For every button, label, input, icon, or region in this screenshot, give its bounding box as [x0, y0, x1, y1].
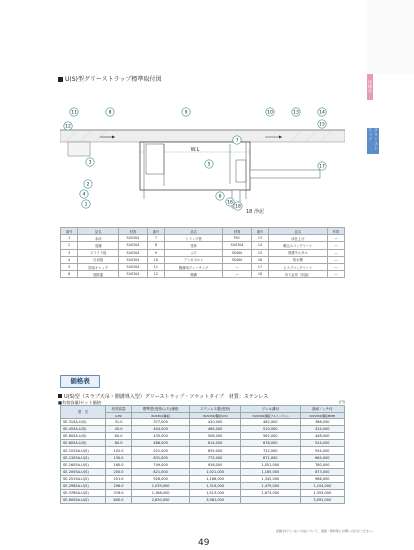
callout-marker: [82, 200, 90, 208]
price-value-cell: 554,000: [300, 447, 344, 454]
price-value-cell: 420,000: [190, 419, 241, 426]
parts-cell: 2: [61, 242, 78, 249]
callout-label: 18: [235, 204, 241, 210]
callout-label: 1: [84, 202, 88, 208]
header-group-1: 標準型(受枠/ふた)価格: [131, 406, 189, 413]
parts-cell: 側溝: [164, 271, 222, 278]
parts-header-cell: 品名: [78, 228, 119, 235]
callout-marker: [234, 202, 242, 210]
basket: [146, 144, 164, 174]
parts-cell: 防臭キャップ: [78, 263, 119, 270]
callout-label: 3: [88, 160, 92, 166]
parts-cell: 掃除蓋: [78, 271, 119, 278]
price-value-cell: 486,000: [131, 440, 189, 447]
price-value-cell: 510,000: [240, 426, 300, 433]
parts-cell: 12: [147, 271, 164, 278]
parts-table: [60, 227, 345, 278]
outlet-pipe: [250, 170, 320, 178]
price-value-cell: 464,000: [190, 426, 241, 433]
callout-label: 7: [235, 138, 239, 144]
parts-row: [61, 263, 345, 270]
floor-slab: [60, 130, 345, 142]
header-group-4: 高耐ノッチ付: [300, 406, 344, 413]
parts-cell: ふた: [164, 249, 222, 256]
price-model-cell: SE-455A-U(S): [61, 426, 106, 433]
price-value-cell: 873,000: [300, 468, 344, 475]
parts-cell: 18: [251, 271, 268, 278]
callout-marker: [182, 108, 190, 116]
installation-diagram: [60, 104, 345, 222]
parts-cell: —: [327, 271, 344, 278]
callout-marker: [216, 192, 224, 200]
callout-label: 4: [82, 192, 86, 198]
price-model-cell: SE-1025A-U(S): [61, 447, 106, 454]
price-capacity-cell: 600.0: [106, 497, 132, 504]
parts-cell: アンカボルト: [164, 256, 222, 263]
price-unit-note: (円): [339, 400, 346, 404]
parts-header-cell: 品名: [164, 228, 222, 235]
parts-header-cell: 材質: [223, 228, 252, 235]
section-heading-text: U(S)型グリーストラップ標準取付図: [65, 76, 162, 83]
price-model-cell: SE-1605A-U(S): [61, 461, 106, 468]
parts-cell: 3: [61, 249, 78, 256]
side-index-tabs: [367, 74, 414, 533]
parts-cell: 6: [61, 271, 78, 278]
price-model-cell: SE-3765A-U(S): [61, 490, 106, 497]
price-value-cell: 404,000: [131, 426, 189, 433]
price-capacity-cell: 296.0: [106, 482, 132, 489]
trap-pipe: [236, 160, 246, 182]
parts-cell: 11: [147, 263, 164, 270]
water-level-label: W.L: [190, 147, 200, 153]
parts-cell: —: [327, 249, 344, 256]
parts-cell: 7: [147, 235, 164, 242]
product-line: [58, 393, 268, 400]
parts-cell: 受枠: [164, 242, 222, 249]
price-value-cell: 1,353,000: [300, 490, 344, 497]
parts-cell: 仕切板: [78, 256, 119, 263]
page-number: 49: [198, 538, 210, 548]
header-model: 型 式: [61, 406, 106, 419]
parts-cell: PVC: [223, 235, 252, 242]
drain-label: 18 浄泥: [246, 209, 264, 215]
price-value-cell: 722,000: [240, 447, 300, 454]
parts-cell: —: [327, 235, 344, 242]
price-value-cell: 1,104,000: [300, 482, 344, 489]
parts-cell: 15: [251, 249, 268, 256]
parts-cell: —: [327, 256, 344, 263]
callout-marker: [70, 108, 78, 116]
parts-cell: 敷込みコンクリート: [269, 242, 328, 249]
price-capacity-cell: 160.0: [106, 461, 132, 468]
price-value-cell: 631,000: [131, 454, 189, 461]
callout-label: 8: [108, 110, 112, 116]
price-value-cell: 1,342,000: [240, 475, 300, 482]
price-row: [61, 468, 345, 475]
callout-label: 10: [267, 110, 273, 116]
callout-label: 14: [319, 110, 325, 116]
price-value-cell: 1,673,000: [240, 490, 300, 497]
price-model-cell: SE-315A-U(S): [61, 419, 106, 426]
price-value-cell: 749,000: [131, 461, 189, 468]
parts-cell: 床仕上げ: [269, 235, 328, 242]
price-value-cell: 614,000: [190, 440, 241, 447]
price-value-cell: 780,000: [300, 461, 344, 468]
price-row: [61, 433, 345, 440]
callout-label: 16: [227, 200, 233, 206]
price-value-cell: 435,000: [131, 433, 189, 440]
parts-cell: 13: [251, 235, 268, 242]
price-capacity-cell: 130.0: [106, 454, 132, 461]
price-value-cell: 414,000: [300, 426, 344, 433]
parts-cell: 吊り金具（別途）: [269, 271, 328, 278]
price-value-cell: 562,000: [240, 433, 300, 440]
price-value-cell: 1,165,000: [240, 468, 300, 475]
price-value-cell: 482,000: [240, 419, 300, 426]
price-row: [61, 454, 345, 461]
price-value-cell: 388,000: [300, 419, 344, 426]
price-value-cell: 986,000: [300, 475, 344, 482]
parts-cell: SS400: [223, 249, 252, 256]
price-value-cell: 821,000: [131, 468, 189, 475]
parts-row: [61, 256, 345, 263]
header-sub-2: (SUS304/鋼板SUS): [190, 413, 241, 419]
parts-cell: SUS304: [119, 242, 148, 249]
price-row: [61, 447, 345, 454]
price-value-cell: 635,000: [190, 447, 241, 454]
side-gutter: [68, 142, 90, 156]
price-row: [61, 419, 345, 426]
parts-cell: 本体: [78, 235, 119, 242]
parts-cell: 4: [61, 256, 78, 263]
parts-cell: SUS304: [119, 263, 148, 270]
parts-cell: —: [327, 242, 344, 249]
price-capacity-cell: 200.0: [106, 468, 132, 475]
callout-marker: [84, 180, 92, 188]
price-value-cell: 1,051,000: [240, 461, 300, 468]
parts-header-cell: 番号: [61, 228, 78, 235]
price-value-cell: 1,479,000: [240, 482, 300, 489]
price-table: [60, 405, 345, 504]
price-value-cell: 1,319,000: [190, 482, 241, 489]
parts-cell: 9: [147, 249, 164, 256]
parts-row: [61, 242, 345, 249]
price-section-title: 価格表: [60, 375, 100, 388]
top-side-stripe: [367, 0, 414, 74]
parts-cell: 1: [61, 235, 78, 242]
header-sub-1: (SUS304/鋼板): [131, 413, 189, 419]
parts-cell: 14: [251, 242, 268, 249]
price-row: [61, 497, 345, 504]
price-capacity-cell: 45.0: [106, 426, 132, 433]
parts-cell: 16: [251, 256, 268, 263]
price-row: [61, 482, 345, 489]
parts-row: [61, 249, 345, 256]
price-model-cell: SE-6005A-U(S): [61, 497, 106, 504]
parts-header-cell: 品名: [269, 228, 328, 235]
price-value-cell: 1,021,000: [190, 468, 241, 475]
parts-cell: SUS304: [119, 235, 148, 242]
price-model-cell: SE-605A-U(S): [61, 433, 106, 440]
price-model-cell: SE-2515A-U(S): [61, 475, 106, 482]
parts-cell: SUS304: [119, 249, 148, 256]
side-tab[interactable]: グリーストラップ: [367, 128, 379, 154]
parts-header-cell: 番号: [251, 228, 268, 235]
price-value-cell: 506,000: [190, 433, 241, 440]
price-model-cell: SE-805A-U(S): [61, 440, 106, 447]
price-value-cell: 377,000: [131, 419, 189, 426]
parts-cell: —: [327, 263, 344, 270]
parts-cell: —: [223, 271, 252, 278]
price-model-cell: SE-2965A-U(S): [61, 482, 106, 489]
price-capacity-cell: 376.0: [106, 490, 132, 497]
callout-label: 5: [207, 162, 211, 168]
callout-label: 11: [71, 110, 77, 116]
callout-marker: [266, 108, 274, 116]
price-value-cell: 871,000: [240, 454, 300, 461]
price-value-cell: 1,166,000: [190, 475, 241, 482]
callout-label: 6: [218, 194, 222, 200]
parts-cell: SUS304: [119, 271, 148, 278]
header-sub-3: (SUS304/鋼板アルミニウム): [240, 413, 300, 419]
parts-cell: 10: [147, 256, 164, 263]
callout-marker: [205, 160, 213, 168]
price-value-cell: 2,830,000: [131, 497, 189, 504]
parts-cell: —: [223, 263, 252, 270]
parts-cell: 5: [61, 263, 78, 270]
price-value-cell: 448,000: [300, 433, 344, 440]
header-group-3: グレル溝付: [240, 406, 300, 413]
parts-cell: 側溝用グレーチング: [164, 263, 222, 270]
callout-marker: [64, 122, 72, 130]
price-value-cell: 678,000: [240, 440, 300, 447]
callout-label: 17: [319, 164, 325, 170]
price-row: [61, 461, 345, 468]
callout-label: 2: [86, 182, 90, 188]
price-row: [61, 426, 345, 433]
product-line-text: U(S)型（スラブ天吊・側溝導入型）グリーストラップ・ソケットタイプ 材質：ステンレス: [64, 394, 269, 400]
parts-row: [61, 235, 345, 242]
price-capacity-cell: 251.0: [106, 475, 132, 482]
parts-header-cell: 材質: [119, 228, 148, 235]
price-value-cell: 524,000: [300, 440, 344, 447]
parts-cell: 8: [147, 242, 164, 249]
parts-cell: 受籠: [78, 242, 119, 249]
price-capacity-cell: 102.0: [106, 447, 132, 454]
callout-label: 15: [319, 122, 325, 128]
price-model-cell: SE-1305A-U(S): [61, 454, 106, 461]
parts-cell: SS400: [223, 256, 252, 263]
header-capacity: 有効容量: [106, 406, 132, 413]
price-row: [61, 440, 345, 447]
callout-label: 12: [65, 124, 71, 130]
price-value-cell: 772,000: [190, 454, 241, 461]
parts-cell: 保護モルタル: [269, 249, 328, 256]
parts-table-header: [61, 228, 345, 235]
parts-cell: 防水層: [269, 256, 328, 263]
parts-cell: トラップ管: [164, 235, 222, 242]
price-value-cell: 1,039,000: [131, 482, 189, 489]
footnote: 記載されていない寸法について、図面・資料等にお問い合わせください。: [276, 529, 375, 533]
price-model-cell: SE-2005A-U(S): [61, 468, 106, 475]
parts-cell: SUS304: [223, 242, 252, 249]
parts-cell: スライド板: [78, 249, 119, 256]
price-value-cell: 521,000: [131, 447, 189, 454]
price-capacity-cell: 31.0: [106, 419, 132, 426]
price-row: [61, 475, 345, 482]
parts-cell: 17: [251, 263, 268, 270]
price-value-cell: 3,091,000: [300, 497, 344, 504]
callout-label: 13: [293, 110, 299, 116]
price-value-cell: 664,000: [300, 454, 344, 461]
header-sub-4: (SUS304/鋼板MMP): [300, 413, 344, 419]
callout-label: 9: [184, 110, 188, 116]
price-value-cell: 926,000: [131, 475, 189, 482]
price-value-cell: 3,581,000: [190, 497, 241, 504]
price-value-cell: 1,513,000: [190, 490, 241, 497]
price-capacity-cell: 80.0: [106, 440, 132, 447]
callout-marker: [292, 108, 300, 116]
callout-marker: [86, 158, 94, 166]
callout-marker: [226, 198, 234, 206]
parts-row: [61, 271, 345, 278]
header-capacity-unit: (L/W): [106, 413, 132, 419]
parts-cell: SUS304: [119, 256, 148, 263]
price-value-cell: [240, 497, 300, 504]
parts-cell: スラブコンクリート: [269, 263, 328, 270]
price-row: [61, 490, 345, 497]
header-group-2: ステンレス製(受枠): [190, 406, 241, 413]
callout-marker: [318, 120, 326, 128]
callout-marker: [233, 136, 241, 144]
side-tab[interactable]: 床排水: [367, 74, 373, 100]
callout-marker: [80, 190, 88, 198]
parts-header-cell: 材質: [327, 228, 344, 235]
parts-header-cell: 番号: [147, 228, 164, 235]
price-value-cell: 926,000: [190, 461, 241, 468]
callout-marker: [318, 108, 326, 116]
price-capacity-cell: 60.0: [106, 433, 132, 440]
callout-marker: [106, 108, 114, 116]
callout-marker: [318, 162, 326, 170]
price-sub-heading: ■有効容量/セット価格: [58, 400, 102, 405]
price-value-cell: 1,188,000: [131, 490, 189, 497]
section-heading: [58, 74, 161, 83]
